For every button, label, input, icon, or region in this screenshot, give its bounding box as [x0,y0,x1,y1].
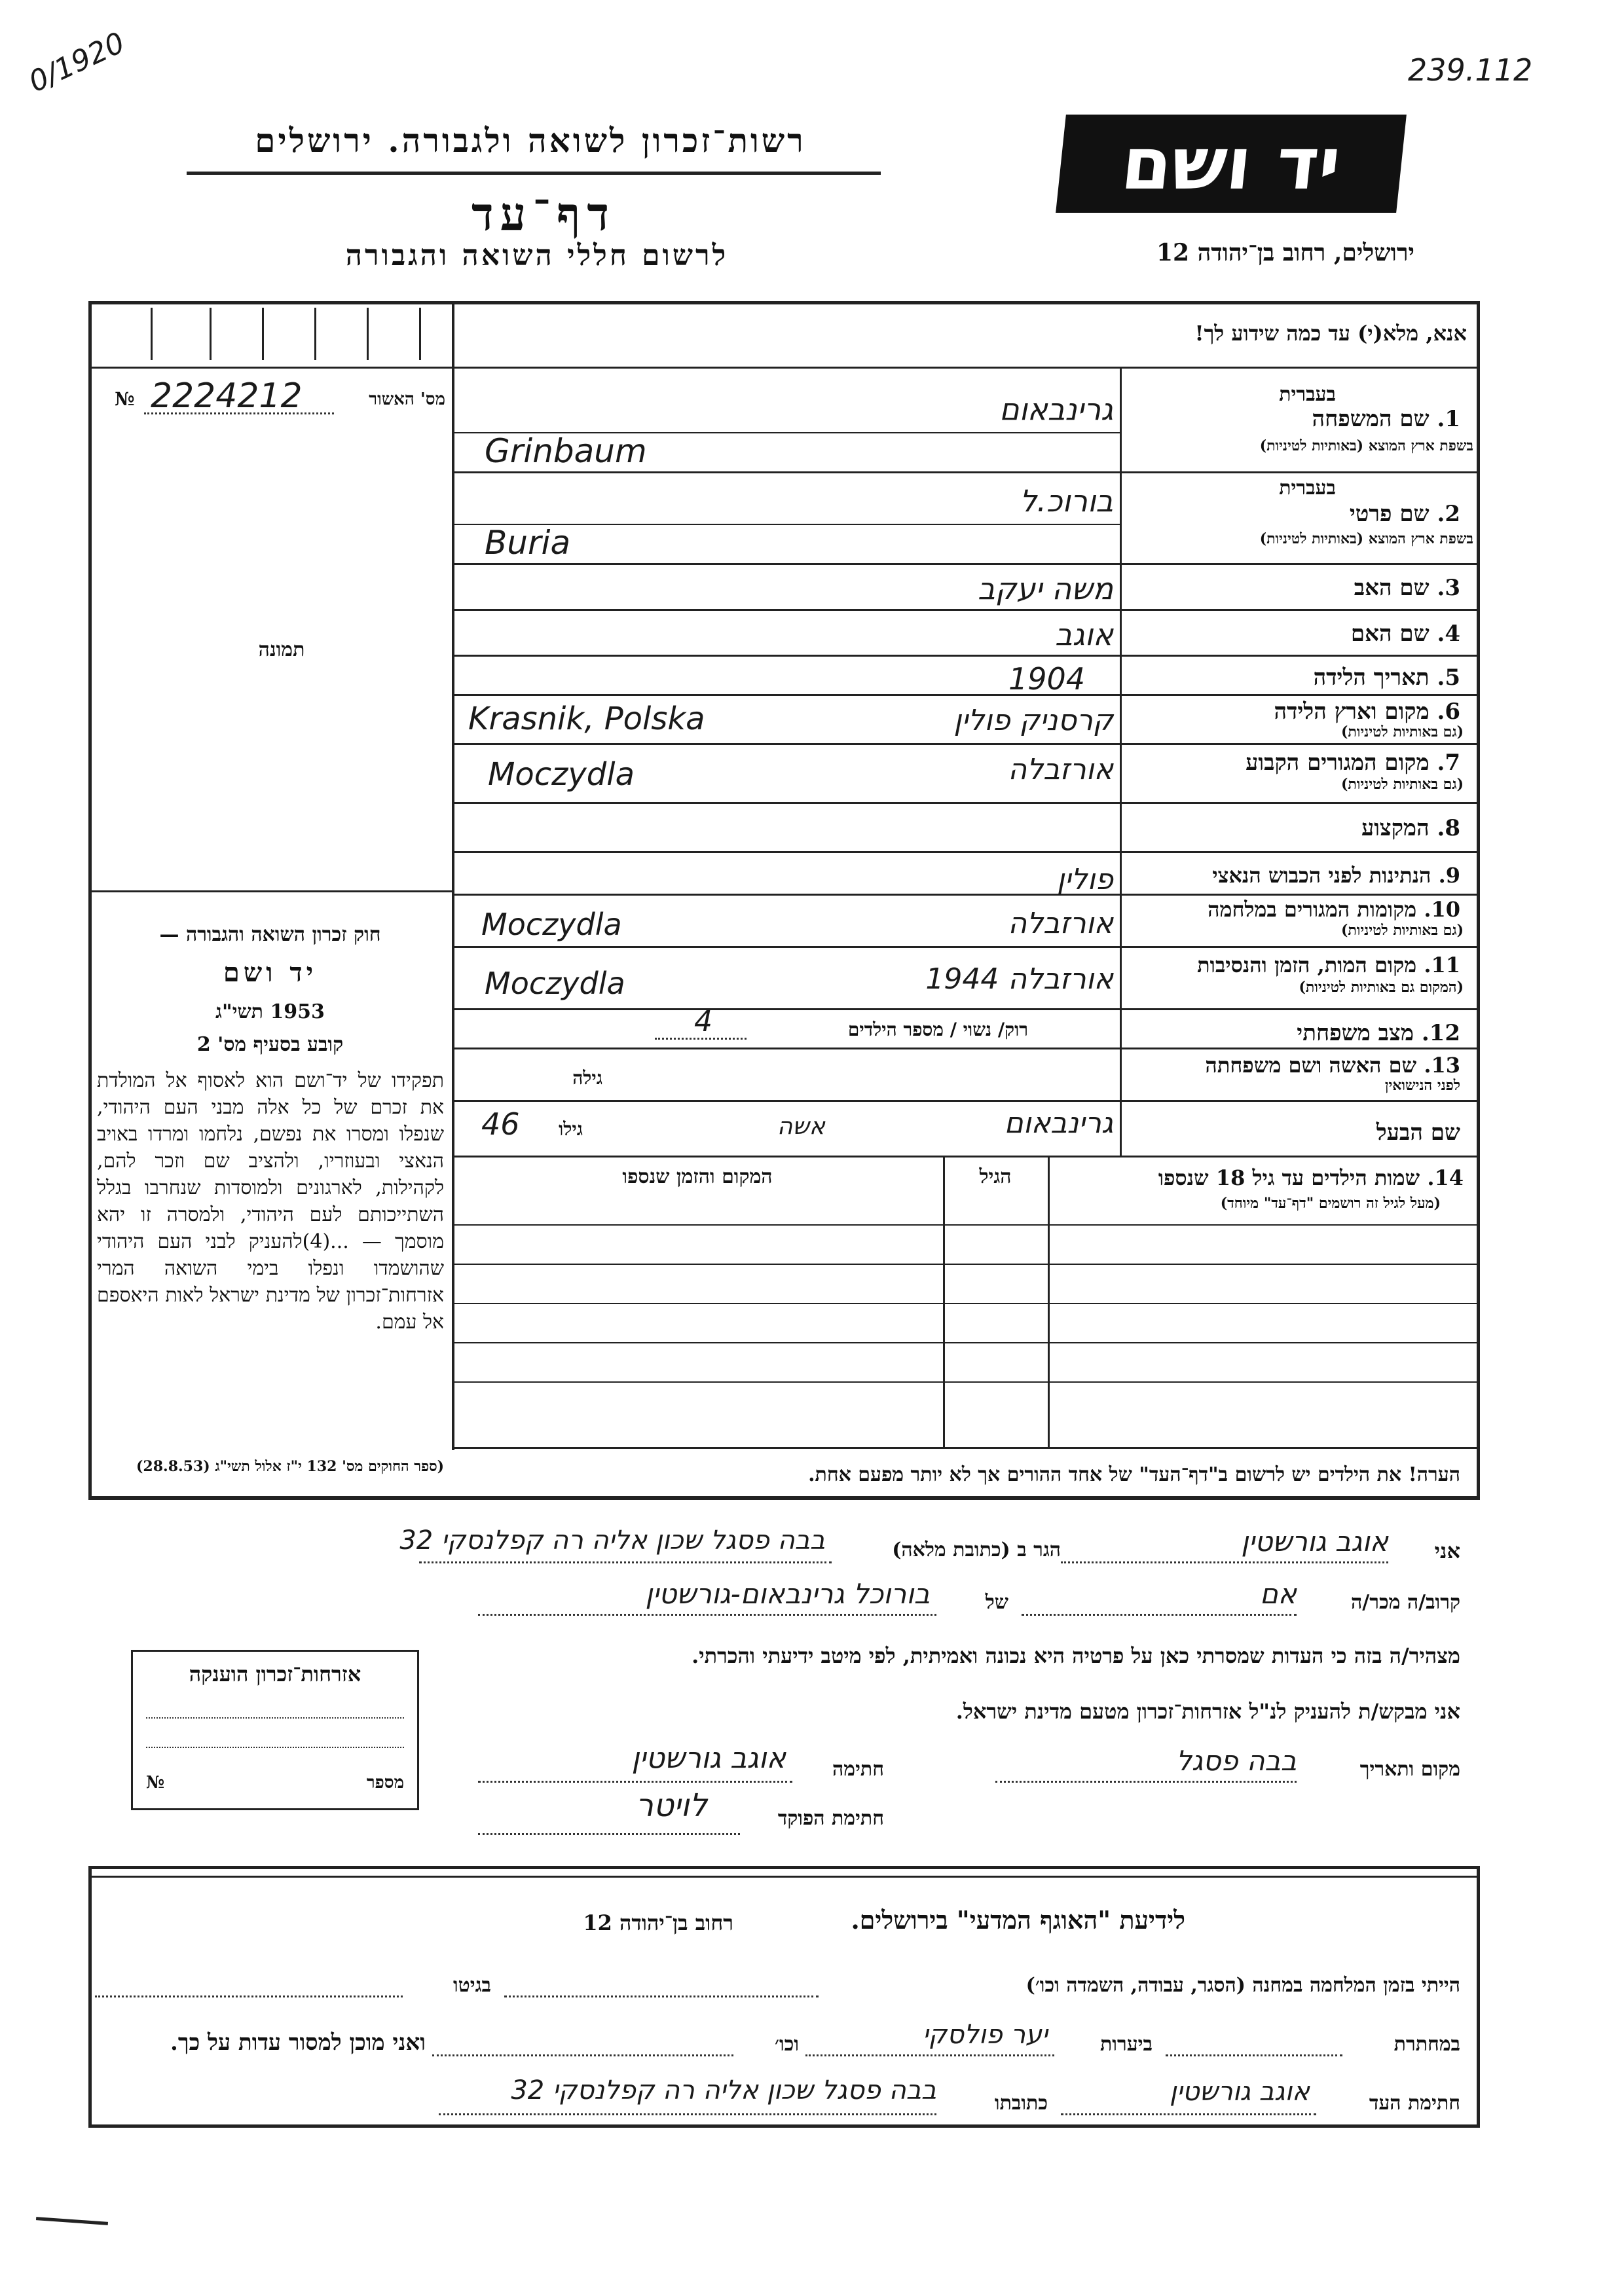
photo-area-bottom [88,890,452,892]
husband-value: גרינבאום [1004,1106,1113,1140]
citizenship-dots [146,1747,404,1748]
row-line [452,1008,1480,1010]
decl-place-date-value: בבה פסגל [1175,1745,1297,1777]
children-row-line [452,1303,1480,1304]
decl-signature-dots [478,1781,792,1783]
main-frame-bottom [88,1497,1480,1500]
field-14-label: שמות הילדים עד גיל 18 שנספו [1158,1165,1420,1190]
corner-code-left: 0/1920 [24,26,130,100]
field-5-num: 5. [1437,665,1460,691]
field-6-value-latin: Krasnik, Polska [468,701,705,737]
children-count-dotted-line [655,1038,747,1040]
footer-line2-dots [1166,2054,1342,2056]
logo-text: יד ושם [1117,122,1345,206]
field-14-sublabel: (מעל לגיל זה רושמים "דף־עד" מיוחד) [1220,1195,1441,1212]
decl-line1-address: בבה פסגל שכון אליה רה קפלנסקי 32 [399,1525,825,1556]
children-table-divider [943,1156,945,1447]
form-subtitle: לרשום חללי השואה והגבורה [345,239,729,272]
children-row-line [452,1342,1480,1343]
logo-block [1056,115,1407,213]
law-clause: קובע בסעיף מס' 2 [196,1033,344,1056]
decl-line2-mid: של [985,1591,1008,1614]
row-line [452,694,1480,696]
field-3-value: משה יעקב [978,571,1113,606]
footer-double-line [88,1876,1480,1878]
field-13-num: 13. [1424,1053,1460,1078]
field-13-age-label: גילה [572,1067,602,1089]
form-title: דף־עד [471,187,616,241]
field-3-num: 3. [1437,575,1460,601]
children-row-line [452,1224,1480,1226]
field-14-num: 14. [1427,1165,1464,1190]
decl-line2-value-dots [1022,1614,1297,1616]
row-line [452,1100,1480,1102]
field-11-value-latin: Moczydla [485,966,625,1001]
field-10-sublabel: (גם באותיות לטיניות) [1340,922,1464,939]
field-7-label-line [1146,750,1460,776]
husband-label: שם הבעל [1376,1120,1460,1146]
citizenship-box [131,1650,419,1810]
row-line [452,743,1480,745]
field-10-value-latin: Moczydla [481,907,622,942]
decl-line1-name-dots [1061,1561,1388,1563]
field-10-num: 10. [1424,897,1460,922]
field-8-label-line [1211,815,1460,841]
authority-title: רשות־זכרון לשואה ולגבורה. ירושלים [255,121,806,160]
decl-line1-name: אוגב גורשטין [1241,1525,1388,1558]
footer-line3-address: בבה פסגל שכון אליה רה קפלנסקי 32 [511,2075,936,2105]
citizenship-title: אזרחות־זכרון הוענקה [189,1662,361,1686]
decl-line2-name: בורוכל גרינבאום-גורשטין [645,1578,930,1610]
law-year: 1953 [270,1000,325,1023]
field-7-num: 7. [1437,750,1460,776]
field-12-label: מצב משפחתי [1297,1020,1414,1046]
field-10-label-line [1126,897,1460,922]
row-line [88,367,1480,369]
decl-official-value: לויטר [635,1787,707,1824]
law-citation: (ספר החוקים מס' 132 י"ז אלול תשי"ג (28.8.53) [136,1458,444,1475]
field-11-label-line [1126,953,1460,977]
row-line [452,655,1480,657]
footer-line2-b: ביערות [1099,2033,1153,2056]
field-2-sublabel: בשפת ארץ המוצא (באותיות לטיניות) [1259,530,1473,547]
footer-line2-a: במחתרת [1393,2033,1460,2056]
law-year-heb: תשי"ג [215,1000,263,1023]
row-line [452,802,1480,804]
field-14-label-line [1061,1165,1464,1190]
decl-line1-address-dots [419,1561,832,1563]
field-2-label-line [1277,501,1460,527]
field-13-label: שם האשה ושם משפחתה [1205,1053,1417,1078]
field-6-sublabel: (גם באותיות לטיניות) [1340,723,1464,740]
title-underline [187,172,881,175]
row-line [452,851,1480,853]
field-9-label: הנתינות לפני הכבוש הנאצי [1212,863,1431,888]
law-heading: חוק זכרון השואה והגבורה — [159,923,381,946]
field-2-value-latin: Buria [485,524,571,562]
note-text: הערה! את הילדים יש לרשום ב"דף־העד" של אחד ההורים אך לא יותר מפעם אחת. [808,1463,1460,1486]
approval-number: 2224212 [151,376,303,416]
footer-line2-c: וכו׳ [775,2033,799,2056]
field-4-label-line [1211,621,1460,647]
decl-line2-label: קרוב/ה מכר/ה [1351,1591,1460,1614]
field-2-label: שם פרטי [1349,501,1430,527]
left-column-divider [452,301,454,1450]
field-11-label: מקום המות, הזמן והנסיבות [1197,953,1417,977]
field-4-num: 4. [1437,621,1460,647]
decl-place-date-dots [995,1781,1297,1783]
row-line [452,1048,1480,1049]
field-6-label: מקום וארץ הלידה [1274,699,1430,725]
field-1-sublabel: בשפת ארץ המוצא (באותיות לטיניות) [1259,437,1473,454]
instruction-text: אנא, מלא(י) עד כמה שידוע לך! [1194,321,1467,346]
husband-mid-label: אשה [777,1113,825,1140]
field-9-num: 9. [1438,863,1460,888]
field-5-label-line [1211,665,1460,691]
field-7-value-latin: Moczydla [488,756,635,793]
footer-title: לידיעת "האוגף המדעי" בירושלים. [851,1905,1185,1935]
decl-official-dots [478,1833,740,1835]
approval-label: מס' האשור [369,390,445,409]
field-9-label-line [1126,863,1460,888]
decl-place-date-label: מקום ותאריך [1359,1758,1460,1781]
field-9-value: פולין [1056,863,1113,896]
decl-official-label: חתימת הפוקד [777,1807,884,1830]
field-6-label-line [1179,699,1460,725]
row-line [452,946,1480,948]
label-column-divider [1120,367,1122,1156]
field-4-value: אוגב [1055,617,1113,652]
field-2-num: 2. [1437,501,1460,527]
children-row-line [452,1264,1480,1265]
decl-line2-name-dots [478,1614,936,1616]
field-5-value: 1904 [1008,661,1086,697]
footer-line2-d: ואני מוכן למסור עדות על כך. [170,2030,426,2056]
field-13-sublabel: לפני הנישואין [1384,1077,1460,1094]
footer-line1-a: הייתי בזמן המלחמה במחנה (הסגר, עבודה, השמדה וכו׳) [1025,1974,1460,1997]
field-1-label: שם המשפחה [1312,406,1430,432]
field-3-label-line [1211,575,1460,601]
office-use-boxes [98,308,445,360]
field-5-label: תאריך הלידה [1313,665,1430,691]
field-8-num: 8. [1437,815,1460,841]
field-2-value-hebrew: בורוכ.ל [1020,483,1113,519]
field-6-value: קרסניק פולין [953,704,1113,737]
citizenship-number-prefix: № [146,1773,165,1793]
field-10-label: מקומות המגורים במלחמה [1208,897,1417,922]
approval-dotted-line [144,412,334,414]
children-place-header: המקום והזמן שנספו [622,1165,773,1188]
footer-line2-dots-2 [805,2054,1054,2056]
field-12-children-count: 4 [694,1005,712,1038]
field-1-value-latin: Grinbaum [485,432,647,470]
footer-line3-dots-2 [439,2113,936,2115]
address: ירושלים, רחוב בן־יהודה 12 [1156,239,1414,266]
decl-signature-value: אוגב גורשטין [631,1741,786,1775]
photo-label: תמונה [258,638,305,661]
children-row-line [452,1381,1480,1383]
footer-address: רחוב בן־יהודה 12 [583,1910,733,1935]
footer-line3-mid: כתובתו [994,2092,1048,2115]
footer-line2-dots-3 [432,2054,733,2056]
decl-line2-value: אם [1260,1578,1297,1610]
approval-prefix: № [115,388,135,410]
field-4-label: שם האם [1350,621,1430,647]
field-12-value: רוק/ נשוי / מספר הילדים [847,1019,1028,1040]
decl-statement: מצהיר/ה בזה כי העדות שמסרתי כאן על פרטיה היא נכונה ואמיתית, לפי מיטב ידיעתי והכרתי. [692,1643,1460,1668]
row-line [452,1156,1480,1157]
law-year-line [95,1000,445,1023]
law-body: תפקידו של יד־ושם הוא לאסוף אל המולדת את זכרם של כל אלה מבני העם היהודי, שנפלו ומסרו את נפשם, נלחמו ומרדו באויב הנאצי ובעוזריו, ולהציב שם וזכר להם, לקהילות, לארגונים ולמוסדות שנחרבו בגלל השתייכותם לעם היהודי, ולמסרה זו יהא מוסמך — ...(4)להעניק לבני העם היהודי שהושמדו ונפלו בימי השואה המרי אזרחות־זכרון של מדינת ישראל לאות היאספם אל עמם. [97,1069,445,1334]
children-table-bottom [452,1447,1480,1449]
decl-request: אני מבקש/ת להעניק לנ"ל אזרחות־זכרון מטעם מדינת ישראל. [955,1699,1460,1724]
field-2-sublabel-top: בעברית [1279,477,1336,500]
decl-line1-mid: הגר ב (כתובת מלאה) [892,1539,1061,1561]
field-6-num: 6. [1437,699,1460,725]
law-logo: יד ושם [223,957,318,988]
field-7-sublabel: (גם באותיות לטיניות) [1340,776,1464,793]
field-1-label-line [1244,406,1460,432]
field-3-label: שם האב [1354,575,1430,601]
footer-line1-b: בגיטו [452,1974,491,1997]
field-8-label: המקצוע [1361,815,1430,841]
footer-line2-b-value: יער פולסקי [922,2020,1048,2050]
field-12-num: 12. [1421,1020,1460,1046]
field-11-num: 11. [1424,953,1460,977]
footer-line1-dots [504,1995,819,1997]
citizenship-number-label: מספר [366,1773,404,1793]
husband-age-label: גילו [559,1118,583,1140]
children-table-divider [1048,1156,1050,1447]
field-1-num: 1. [1437,406,1460,432]
field-10-value: אורזבלה [1008,907,1113,940]
field-13-label-line [1146,1053,1460,1078]
row-line [452,609,1480,611]
field-12-label-line [1211,1020,1460,1046]
field-1-value-hebrew: גרינבאום [999,392,1113,427]
decl-line1-label: אני [1434,1539,1460,1563]
children-age-header: הגיל [979,1165,1012,1188]
field-7-label: מקום המגורים הקבוע [1246,750,1430,776]
field-7-value: אורזבלה [1008,753,1113,786]
corner-code-right: 239.112 [1408,52,1533,88]
field-11-sublabel: (המקום גם באותיות לטיניות) [1299,979,1464,996]
footer-line3-name: אוגב גורשטין [1169,2077,1310,2107]
citizenship-dots [146,1717,404,1719]
footer-line1-dots-2 [95,1995,403,1997]
row-line [452,471,1480,473]
footer-line3-label: חתימת העד [1369,2092,1460,2115]
decl-signature-label: חתימה [832,1758,884,1781]
stray-mark [36,2217,108,2225]
husband-age-value: 46 [481,1106,520,1142]
row-line [452,563,1480,565]
footer-line3-dots [1061,2113,1316,2115]
field-11-value: אורזבלה 1944 [925,962,1113,996]
field-1-sublabel-top: בעברית [1279,383,1336,406]
